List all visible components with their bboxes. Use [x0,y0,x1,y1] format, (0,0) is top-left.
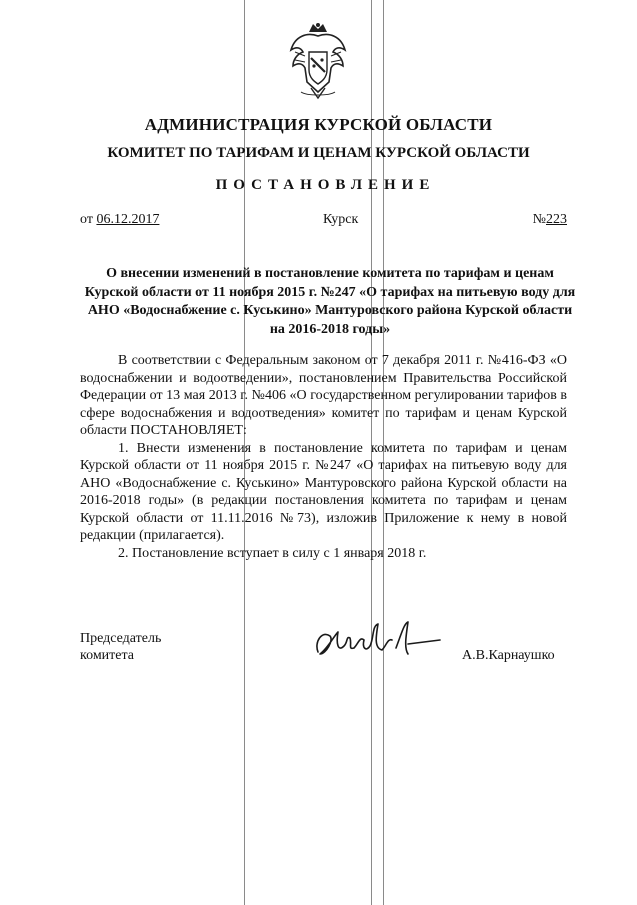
position-line-1: Председатель [80,631,162,646]
number-prefix: № [532,212,546,227]
document-date [80,212,159,228]
committee-title: КОМИТЕТ ПО ТАРИФАМ И ЦЕНАМ КУРСКОЙ ОБЛАСТИ [107,145,530,161]
coat-of-arms-icon [287,22,349,102]
item-2-paragraph: 2. Постановление вступает в силу с 1 января 2018 г. [118,545,427,561]
document-type-title: ПОСТАНОВЛЕНИЕ [215,177,436,193]
document-city: Курск [323,212,359,227]
document-subject: О внесении изменений в постановление комитета по тарифам и ценам Курской области от 11 ноября 2015 г. №247 «О тарифах на питьевую воду для АНО «Водоснабжение с. Куськино» Мантуровского района Курской области на 2016-2018 годы» [84,266,576,337]
signatory-name: А.В.Карнаушко [462,648,555,663]
number-value: 223 [546,212,567,227]
preamble-paragraph: В соответствии с Федеральным законом от 7 декабря 2011 г. №416-ФЗ «О водоснабжении и водоотведении», постановлением Правительства Российской Федерации от 13 мая 2013 г. №406 «О государственном регулировании тарифов в сфере водоснабжения и водоотведения» комитет по тарифам и ценам Курской области ПОСТАНОВЛЯЕТ: [80,353,567,438]
document-number [533,212,567,228]
document-body [80,352,567,562]
signatory-position [80,630,161,664]
document-meta-row [80,212,567,232]
date-prefix: от [80,212,97,227]
handwritten-signature [312,618,442,666]
position-line-2: комитета [80,648,135,663]
date-value: 06.12.2017 [96,212,160,227]
item-1-paragraph: 1. Внести изменения в постановление комитета по тарифам и ценам Курской области от 11 ноября 2015 г. №247 «О тарифах на питьевую воду для АНО «Водоснабжение с. Куськино» Мантуровского района Курской области на 2016-2018 годы» (в редакции постановления комитета по тарифам и ценам Курской области от 11.11.2016 №73), изложив Приложение к нему в новой редакции (прилагается). [80,440,567,543]
administration-title: АДМИНИСТРАЦИЯ КУРСКОЙ ОБЛАСТИ [144,115,493,134]
